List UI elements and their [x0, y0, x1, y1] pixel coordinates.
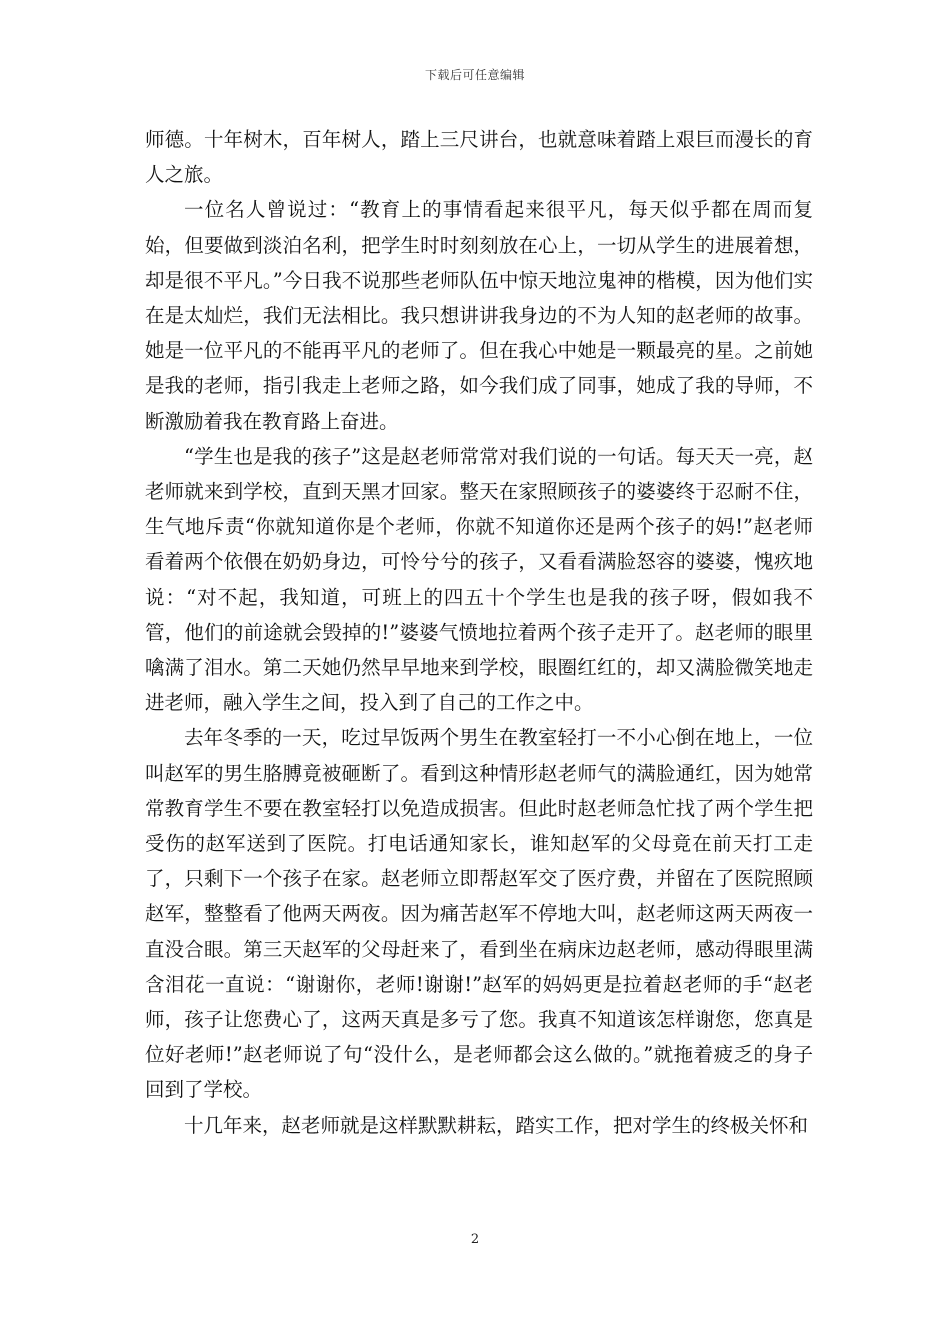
paragraph: 十几年来，赵老师就是这样默默耕耘，踏实工作，把对学生的终极关怀和 — [184, 1113, 809, 1137]
paragraph: 师德。十年树木，百年树人，踏上三尺讲台，也就意味着踏上艰巨而漫长的育人之旅。 — [145, 128, 813, 187]
paragraph: 一位名人曾说过：“教育上的事情看起来很平凡，每天似乎都在周而复始，但要做到淡泊名利，把学生时时刻刻放在心上，一切从学生的进展着想，却是很不平凡。”今日我不说那些老师队伍中惊天地泣鬼神的楷模，因为他们实在是太灿烂，我们无法相比。我只想讲讲我身边的不为人知的赵老师的故事。她是一位平凡的不能再平凡的老师了。但在我心中她是一颗最亮的星。之前她是我的老师，指引我走上老师之路，如今我们成了同事，她成了我的导师，不断激励着我在教育路上奋进。 — [145, 198, 813, 433]
page-number: 2 — [470, 1232, 480, 1247]
paragraph: “学生也是我的孩子”这是赵老师常常对我们说的一句话。每天天一亮，赵老师就来到学校，直到天黑才回家。整天在家照顾孩子的婆婆终于忍耐不住，生气地斥责“你就知道你是个老师，你就不知道你还是两个孩子的妈!”赵老师看着两个依偎在奶奶身边，可怜兮兮的孩子，又看看满脸怒容的婆婆，愧疚地说：“对不起，我知道，可班上的四五十个学生也是我的孩子呀，假如我不管，他们的前途就会毁掉的!”婆婆气愤地拉着两个孩子走开了。赵老师的眼里噙满了泪水。第二天她仍然早早地来到学校，眼圈红红的，却又满脸微笑地走进老师，融入学生之间，投入到了自己的工作之中。 — [145, 444, 813, 715]
paragraph: 去年冬季的一天，吃过早饭两个男生在教室轻打一不小心倒在地上，一位叫赵军的男生胳膊竟被砸断了。看到这种情形赵老师气的满脸通红，因为她常常教育学生不要在教室轻打以免造成损害。但此时赵老师急忙找了两个学生把受伤的赵军送到了医院。打电话通知家长，谁知赵军的父母竟在前天打工走了，只剩下一个孩子在家。赵老师立即帮赵军交了医疗费，并留在了医院照顾赵军，整整看了他两天两夜。因为痛苦赵军不停地大叫，赵老师这两天两夜一直没合眼。第三天赵军的父母赶来了，看到坐在病床边赵老师，感动得眼里满含泪花一直说：“谢谢你，老师!谢谢!”赵军的妈妈更是拉着赵老师的手“赵老师，孩子让您费心了，这两天真是多亏了您。我真不知道该怎样谢您，您真是位好老师!”赵老师说了句“没什么，是老师都会这么做的。”就拖着疲乏的身子回到了学校。 — [145, 726, 813, 1102]
page-header: 下载后可任意编辑 — [424, 68, 525, 82]
document-body — [145, 122, 813, 1143]
